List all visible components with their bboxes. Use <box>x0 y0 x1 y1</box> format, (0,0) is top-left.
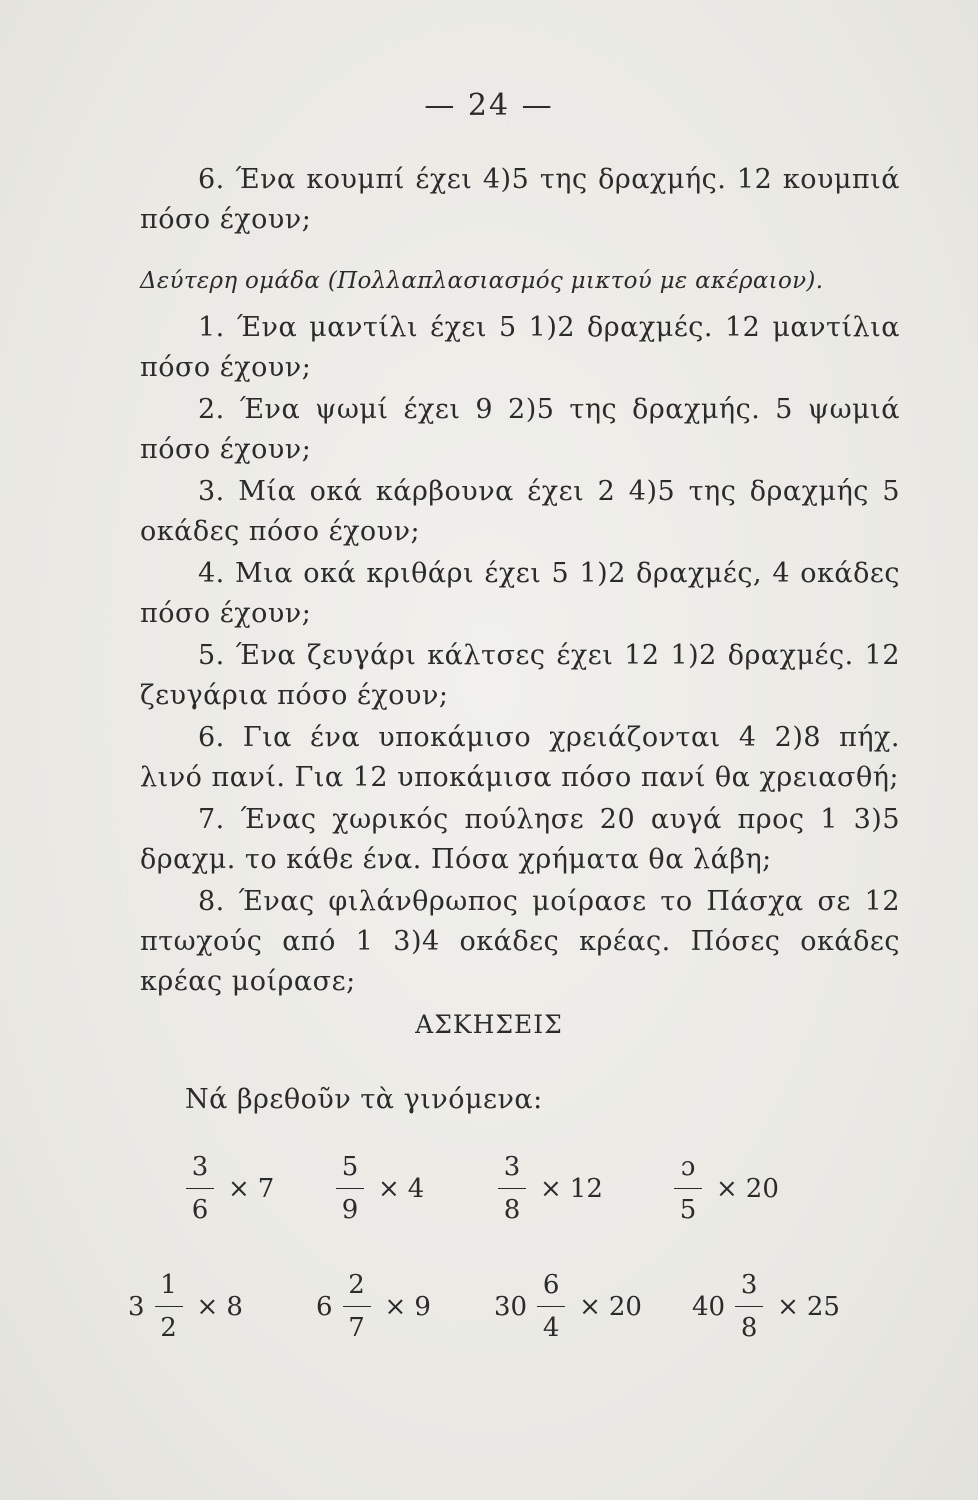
exercise-item <box>330 1150 424 1227</box>
exercise-item <box>492 1150 603 1227</box>
problem-5: 5. Ένα ζευγάρι κάλτσες έχει 12 1)2 δραχμές. 12 ζευγάρια πόσο έχουν; <box>140 640 900 711</box>
problem-7: 7. Ένας χωρικός πούλησε 20 αυγά προς 1 3)5 δραχμ. το κάθε ένα. Πόσα χρήματα θα λάβη; <box>140 804 900 875</box>
denominator: 4 <box>542 1313 560 1343</box>
fraction <box>186 1150 214 1227</box>
problem-6: 6. Για ένα υποκάμισο χρειάζονται 4 2)8 πήχ. λινό πανί. Για 12 υποκάμισα πόσο πανί θα χρειασθή; <box>140 722 900 793</box>
multiply-sign: × <box>384 1291 407 1322</box>
whole-part: 30 <box>494 1291 528 1322</box>
numerator: 3 <box>191 1152 209 1182</box>
numerator: ɔ <box>680 1152 696 1182</box>
exercise-item <box>668 1150 779 1227</box>
problem-text: 6. Ένα κουμπί έχει 4)5 της δραχμής. 12 κουμπιά πόσο έχουν; <box>140 164 900 235</box>
factor: 8 <box>226 1291 243 1322</box>
factor: 25 <box>806 1291 840 1322</box>
problem-list <box>140 308 900 1002</box>
multiply-sign: × <box>777 1291 799 1322</box>
denominator: 7 <box>348 1313 365 1343</box>
numerator: 5 <box>341 1152 359 1182</box>
exercise-item <box>316 1268 431 1345</box>
numerator: 3 <box>503 1152 521 1182</box>
problem-3: 3. Μία οκά κάρβουνα έχει 2 4)5 της δραχμής 5 οκάδες πόσο έχουν; <box>140 476 900 547</box>
fraction-bar <box>186 1188 214 1189</box>
fraction <box>674 1150 702 1227</box>
fraction <box>537 1268 565 1345</box>
fraction <box>155 1268 183 1345</box>
exercise-item <box>180 1150 274 1227</box>
whole-part: 6 <box>316 1291 333 1322</box>
multiply-sign: × <box>579 1291 601 1322</box>
denominator: 6 <box>191 1195 209 1225</box>
multiply-sign: × <box>196 1291 219 1322</box>
fraction <box>735 1268 763 1345</box>
multiply-sign: × <box>540 1173 562 1204</box>
exercise-item <box>494 1268 642 1345</box>
numerator: 6 <box>542 1270 560 1300</box>
denominator: 2 <box>160 1313 177 1343</box>
numerator: 1 <box>160 1270 177 1300</box>
problem-4: 4. Μια οκά κριθάρι έχει 5 1)2 δραχμές, 4 οκάδες πόσο έχουν; <box>140 558 900 629</box>
exercises-heading: ΑΣΚΗΣΕΙΣ <box>415 1010 563 1039</box>
fraction-bar <box>336 1188 364 1189</box>
fraction-bar <box>343 1306 371 1307</box>
whole-part: 3 <box>128 1291 145 1322</box>
denominator: 9 <box>341 1195 359 1225</box>
denominator: 8 <box>740 1313 758 1343</box>
problem-2: 2. Ένα ψωμί έχει 9 2)5 της δραχμής. 5 ψωμιά πόσο έχουν; <box>140 394 900 465</box>
exercises-instruction: Νά βρεθοῦν τὰ γινόμενα: <box>185 1084 543 1115</box>
fraction <box>336 1150 364 1227</box>
factor: 7 <box>257 1173 275 1204</box>
fraction-bar <box>155 1306 183 1307</box>
factor: 4 <box>407 1173 425 1204</box>
top-problem-block <box>140 160 900 240</box>
denominator: 5 <box>679 1195 697 1225</box>
fraction-bar <box>537 1306 565 1307</box>
fraction <box>498 1150 526 1227</box>
multiply-sign: × <box>228 1173 250 1204</box>
numerator: 2 <box>348 1270 365 1300</box>
numerator: 3 <box>740 1270 758 1300</box>
factor: 9 <box>414 1291 431 1322</box>
fraction-bar <box>498 1188 526 1189</box>
factor: 12 <box>569 1173 603 1204</box>
fraction <box>343 1268 371 1345</box>
exercise-item <box>692 1268 840 1345</box>
fraction-bar <box>674 1188 702 1189</box>
multiply-sign: × <box>716 1173 738 1204</box>
factor: 20 <box>608 1291 642 1322</box>
whole-part: 40 <box>692 1291 726 1322</box>
problem-1: 1. Ένα μαντίλι έχει 5 1)2 δραχμές. 12 μαντίλια πόσο έχουν; <box>140 312 900 383</box>
section-heading: Δεύτερη ομάδα (Πολλαπλασιασμός μικτού με ακέραιον). <box>140 268 824 294</box>
fraction-bar <box>735 1306 763 1307</box>
denominator: 8 <box>503 1195 521 1225</box>
page-number: — 24 — <box>424 88 554 123</box>
factor: 20 <box>745 1173 779 1204</box>
multiply-sign: × <box>378 1173 400 1204</box>
problem-8: 8. Ένας φιλάνθρωπος μοίρασε το Πάσχα σε 12 πτωχούς από 1 3)4 οκάδες κρέας. Πόσες οκάδες κρέας μοίρασε; <box>140 886 900 997</box>
exercise-item <box>128 1268 243 1345</box>
